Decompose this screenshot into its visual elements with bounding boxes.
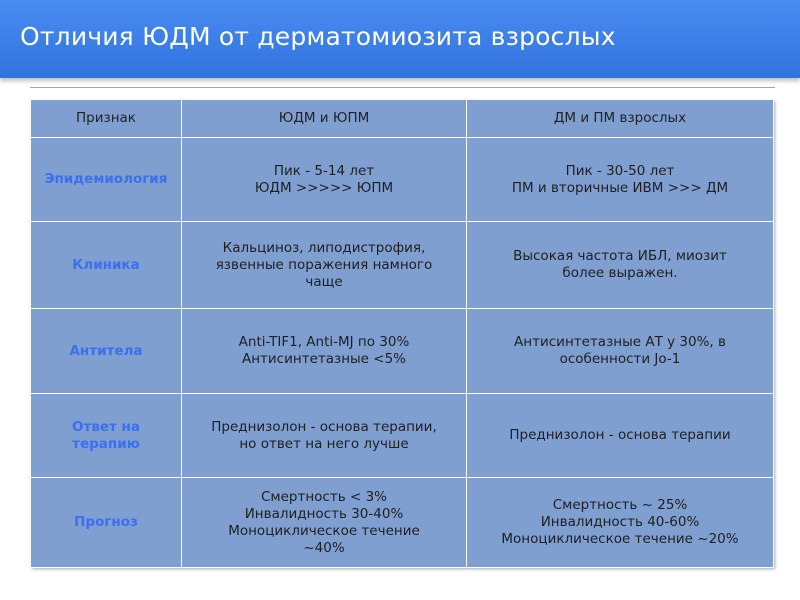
jdm-cell	[182, 309, 467, 394]
adult-cell	[467, 394, 774, 478]
comparison-table	[30, 99, 773, 567]
cell-line: Антисинтетазные АТ у 30%, в	[514, 334, 726, 350]
header-jdm: ЮДМ и ЮПМ	[182, 100, 467, 138]
header-adult: ДМ и ПМ взрослых	[467, 100, 774, 138]
table-row	[31, 478, 774, 568]
cell-line: чаще	[305, 273, 343, 290]
cell-line: Смертность < 3%	[261, 488, 387, 505]
jdm-cell	[182, 222, 467, 309]
title-bar	[0, 0, 800, 78]
cell-line: Инвалидность 30-40%	[244, 505, 404, 522]
cell-line: Моноциклическое течение ~20%	[501, 531, 739, 547]
feature-cell: Ответ на терапию	[31, 394, 182, 478]
cell-line: Инвалидность 40-60%	[540, 514, 700, 530]
cell-line: Кальциноз, липодистрофия,	[222, 239, 426, 256]
cell-line: ПМ и вторичные ИВМ >>> ДМ	[511, 179, 729, 196]
cell-line: Пик - 30-50 лет	[565, 162, 675, 179]
header-feature: Признак	[31, 100, 182, 138]
feature-cell: Прогноз	[31, 478, 182, 568]
table-row	[31, 309, 774, 394]
jdm-cell	[182, 138, 467, 222]
cell-line: но ответ на него лучше	[239, 435, 409, 452]
adult-cell	[467, 309, 774, 394]
cell-line: ЮДМ >>>>> ЮПМ	[254, 179, 394, 196]
feature-cell: Эпидемиология	[31, 138, 182, 222]
cell-line: Anti-TIF1, Anti-MJ по 30%	[238, 334, 410, 350]
cell-line: Смертность ~ 25%	[552, 497, 688, 513]
cell-line: Преднизолон - основа терапии	[509, 427, 731, 443]
feature-cell: Антитела	[31, 309, 182, 394]
cell-line: ~40%	[303, 539, 345, 556]
jdm-cell	[182, 478, 467, 568]
table-row	[31, 222, 774, 309]
jdm-cell	[182, 394, 467, 478]
feature-cell: Клиника	[31, 222, 182, 309]
adult-cell	[467, 478, 774, 568]
cell-line: Антисинтетазные <5%	[241, 351, 407, 367]
cell-line: Моноциклическое течение	[228, 522, 420, 539]
cell-line: Высокая частота ИБЛ, миозит	[513, 248, 727, 264]
table-row	[31, 394, 774, 478]
title-divider	[30, 87, 775, 88]
table-row	[31, 138, 774, 222]
adult-cell	[467, 138, 774, 222]
cell-line: язвенные поражения намного	[215, 256, 433, 273]
cell-line: Преднизолон - основа терапии,	[211, 418, 437, 435]
cell-line: особенности Jo-1	[559, 351, 681, 367]
cell-line: более выражен.	[562, 265, 678, 281]
cell-line: Пик - 5-14 лет	[273, 162, 375, 179]
adult-cell	[467, 222, 774, 309]
table-header-row	[31, 100, 774, 138]
slide-title: Отличия ЮДМ от дерматомиозита взрослых	[20, 22, 616, 51]
